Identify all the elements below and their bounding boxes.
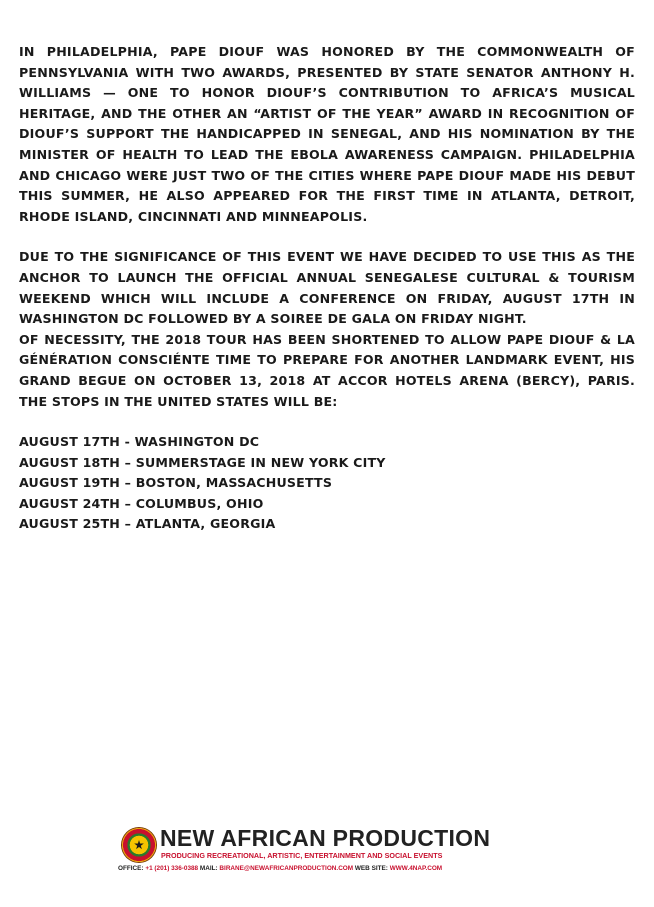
schedule-item: AUGUST 18TH – SUMMERSTAGE IN NEW YORK CITY (19, 454, 386, 470)
company-tagline: PRODUCING RECREATIONAL, ARTISTIC, ENTERTAINMENT AND SOCIAL EVENTS (161, 851, 443, 860)
paragraph-philadelphia-honors: IN PHILADELPHIA, PAPE DIOUF WAS HONORED BY THE COMMONWEALTH OF PENNSYLVANIA WITH TWO AWARDS, PRESENTED BY STATE SENATOR ANTHONY H. WILLIAMS — ONE TO HONOR DIOUF’S CONTRIBUTION TO AFRICA’S MUSICAL HERITAGE, AND THE OTHER AN “ARTIST OF THE YEAR” AWARD IN RECOGNITION OF DIOUF’S SUPPORT THE HANDICAPPED IN SENEGAL, AND HIS NOMINATION BY THE MINISTER OF HEALTH TO LEAD THE EBOLA AWARENESS CAMPAIGN. PHILADELPHIA AND CHICAGO WERE JUST TWO OF THE CITIES WHERE PAPE DIOUF MADE HIS DEBUT THIS SUMMER, HE ALSO APPEARED FOR THE FIRST TIME IN ATLANTA, DETROIT, RHODE ISLAND, CINCINNATI AND MINNEAPOLIS. (19, 44, 635, 224)
web-address: WWW.4NAP.COM (389, 865, 443, 872)
company-name: NEW AFRICAN PRODUCTION (160, 825, 491, 851)
schedule-item: AUGUST 17TH - WASHINGTON DC (19, 434, 260, 450)
schedule-item: AUGUST 24TH – COLUMBUS, OHIO (19, 495, 264, 511)
paragraph-tour-shortened: OF NECESSITY, THE 2018 TOUR HAS BEEN SHORTENED TO ALLOW PAPE DIOUF & LA GÉNÉRATION CONSCIÉNTE TIME TO PREPARE FOR ANOTHER LANDMARK EVENT, HIS GRAND BEGUE ON OCTOBER 13, 2018 AT ACCOR HOTELS ARENA (BERCY), PARIS. THE STOPS IN THE UNITED STATES WILL BE: (19, 331, 635, 409)
mail-address: BIRANE@NEWAFRICANPRODUCTION.COM (219, 865, 354, 872)
web-label: WEB SITE: (354, 865, 388, 872)
star-icon (134, 840, 144, 850)
contact-line (118, 865, 442, 872)
schedule-item: AUGUST 19TH – BOSTON, MASSACHUSETTS (19, 475, 333, 491)
company-seal-logo (122, 828, 156, 862)
letterhead-footer (0, 822, 654, 882)
office-phone: +1 (201) 336-0388 (145, 865, 199, 872)
mail-label: MAIL: (199, 865, 218, 872)
paragraph-cultural-weekend: DUE TO THE SIGNIFICANCE OF THIS EVENT WE HAVE DECIDED TO USE THIS AS THE ANCHOR TO LAUNCH THE OFFICIAL ANNUAL SENEGALESE CULTURAL & TOURISM WEEKEND WHICH WILL INCLUDE A CONFERENCE ON FRIDAY, AUGUST 17TH IN WASHINGTON DC FOLLOWED BY A SOIREE DE GALA ON FRIDAY NIGHT. (19, 249, 635, 327)
office-label: OFFICE: (118, 865, 144, 872)
schedule-item: AUGUST 25TH – ATLANTA, GEORGIA (19, 516, 276, 532)
tour-schedule-list (19, 432, 635, 535)
document-body (19, 42, 635, 548)
